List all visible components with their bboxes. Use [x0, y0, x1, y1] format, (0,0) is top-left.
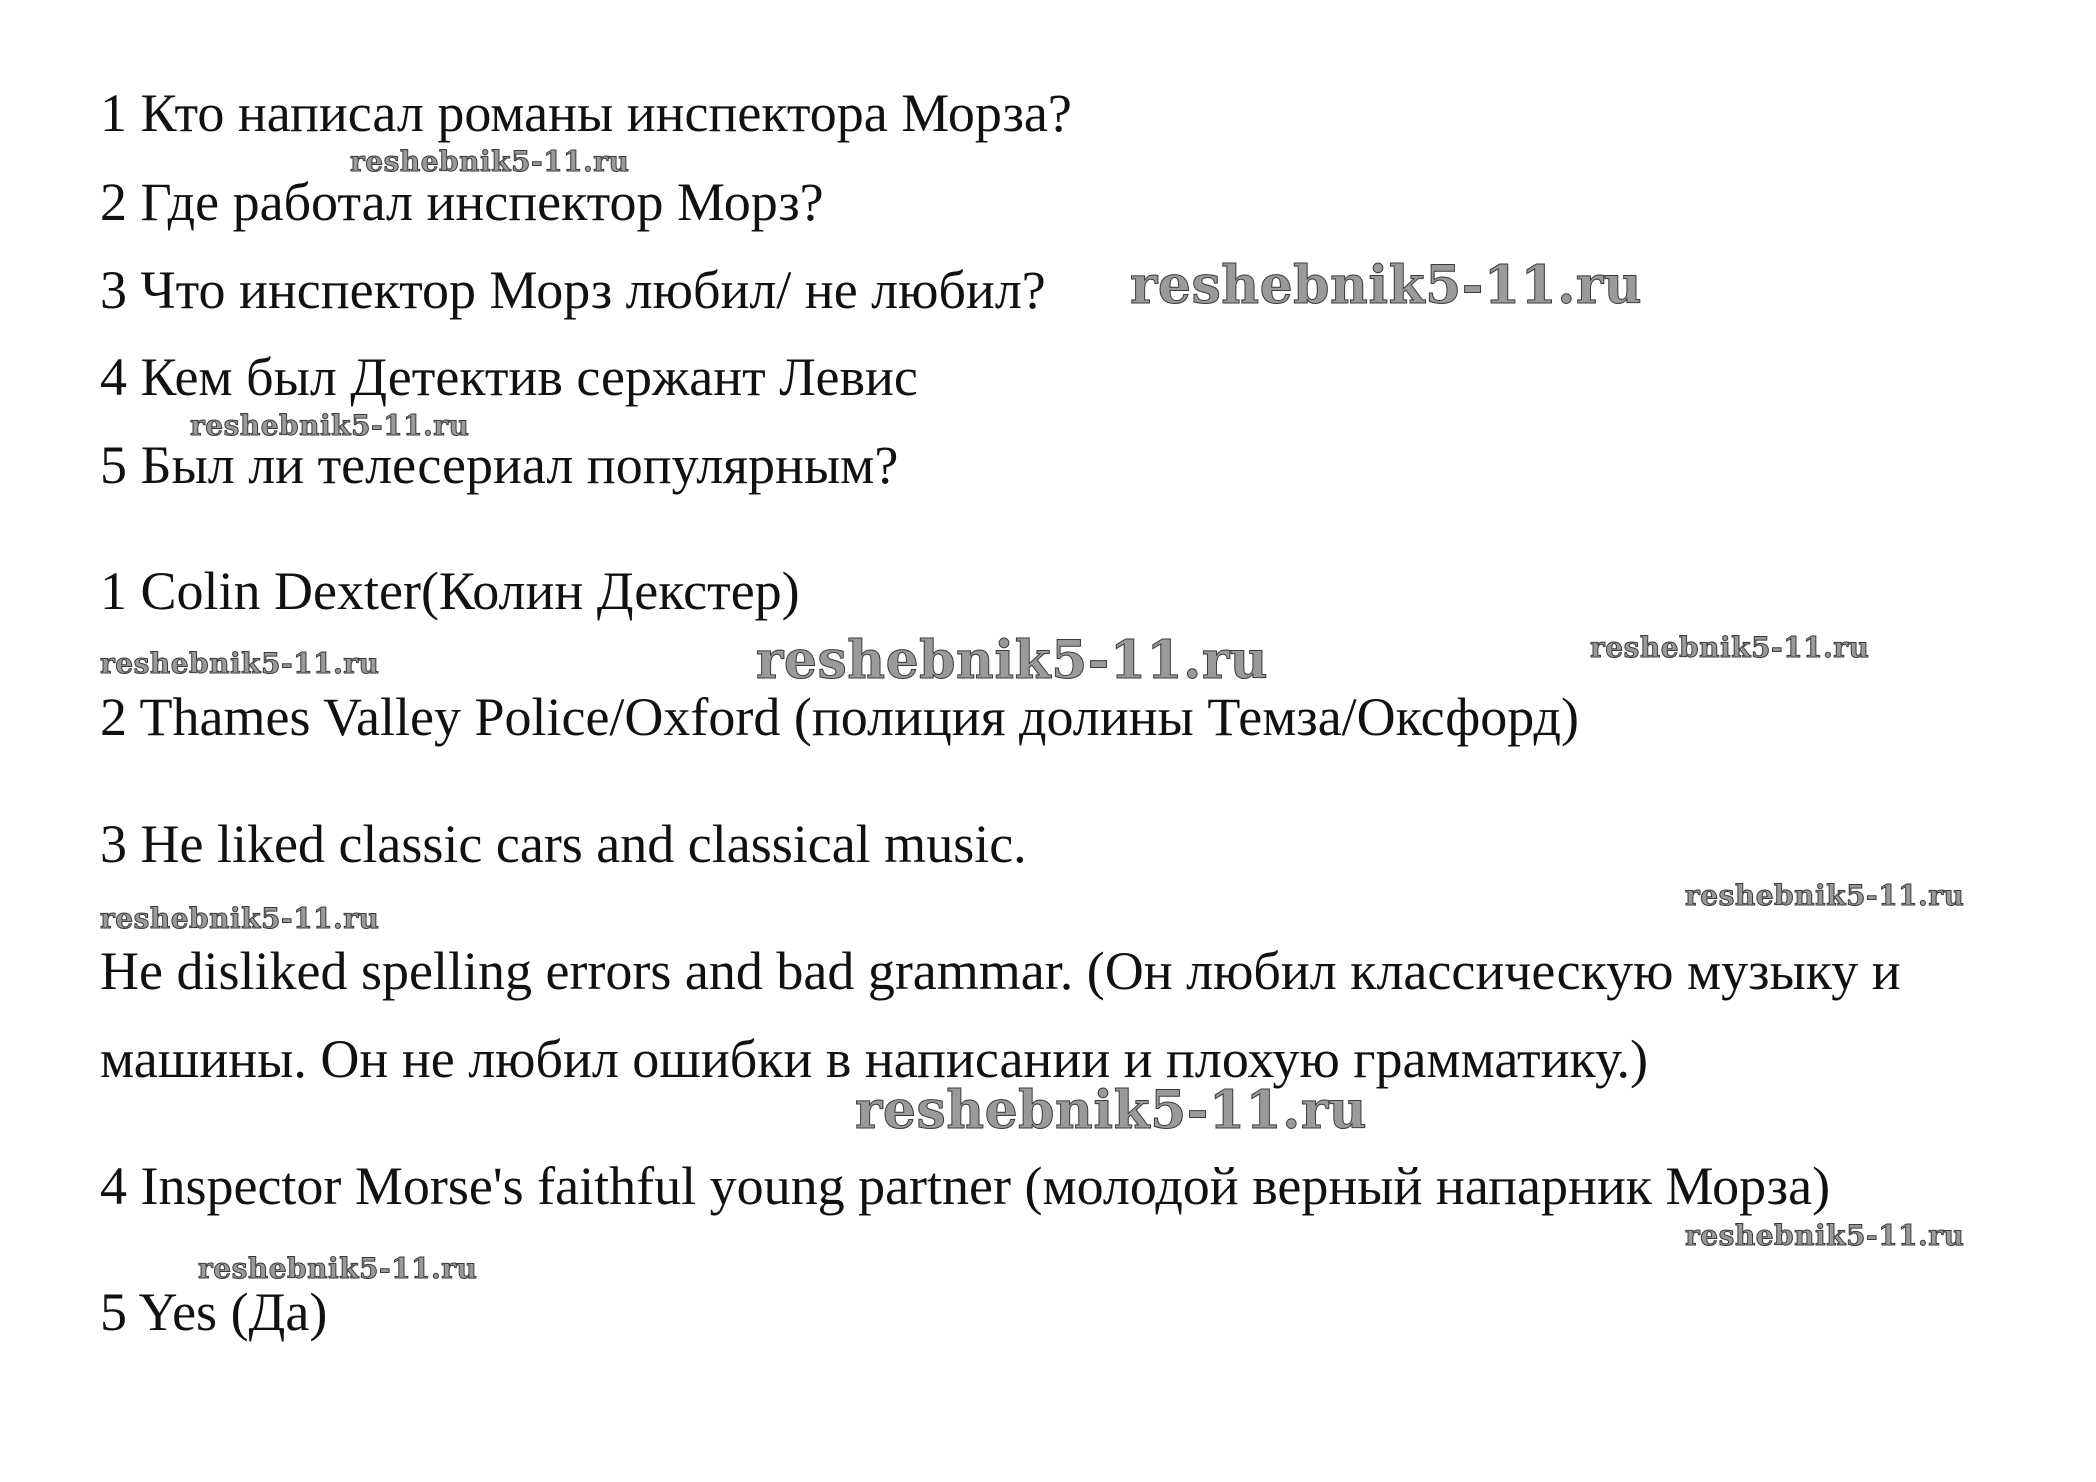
answer-5: 5 Yes (Да)	[100, 1282, 328, 1342]
question-2: 2 Где работал инспектор Морз?	[100, 172, 824, 232]
watermark-text: reshebnik5-11.ru	[100, 902, 380, 935]
question-4: 4 Кем был Детектив сержант Левис	[100, 347, 918, 407]
answer-3-line-1: 3 He liked classic cars and classical music.	[100, 814, 1027, 874]
watermark-text: reshebnik5-11.ru	[855, 1080, 1368, 1141]
question-5: 5 Был ли телесериал популярным?	[100, 435, 899, 495]
answer-2: 2 Thames Valley Police/Oxford (полиция долины Темза/Оксфорд)	[100, 687, 1579, 747]
answer-3-line-2: He disliked spelling errors and bad grammar. (Он любил классическую музыку и	[100, 941, 1901, 1001]
watermark-text: reshebnik5-11.ru	[350, 145, 630, 178]
answer-4: 4 Inspector Morse's faithful young partner (молодой верный напарник Морза)	[100, 1156, 1831, 1216]
answer-3-line-3: машины. Он не любил ошибки в написании и плохую грамматику.)	[100, 1029, 1649, 1089]
watermark-text: reshebnik5-11.ru	[756, 630, 1269, 691]
watermark-text: reshebnik5-11.ru	[1130, 255, 1643, 316]
question-3: 3 Что инспектор Морз любил/ не любил?	[100, 260, 1046, 320]
watermark-text: reshebnik5-11.ru	[198, 1252, 478, 1285]
watermark-text: reshebnik5-11.ru	[1685, 879, 1965, 912]
watermark-text: reshebnik5-11.ru	[1685, 1219, 1965, 1252]
question-1: 1 Кто написал романы инспектора Морза?	[100, 83, 1072, 143]
answer-1: 1 Colin Dexter(Колин Декстер)	[100, 561, 800, 621]
watermark-text: reshebnik5-11.ru	[100, 647, 380, 680]
watermark-text: reshebnik5-11.ru	[190, 409, 470, 442]
watermark-text: reshebnik5-11.ru	[1590, 631, 1870, 664]
